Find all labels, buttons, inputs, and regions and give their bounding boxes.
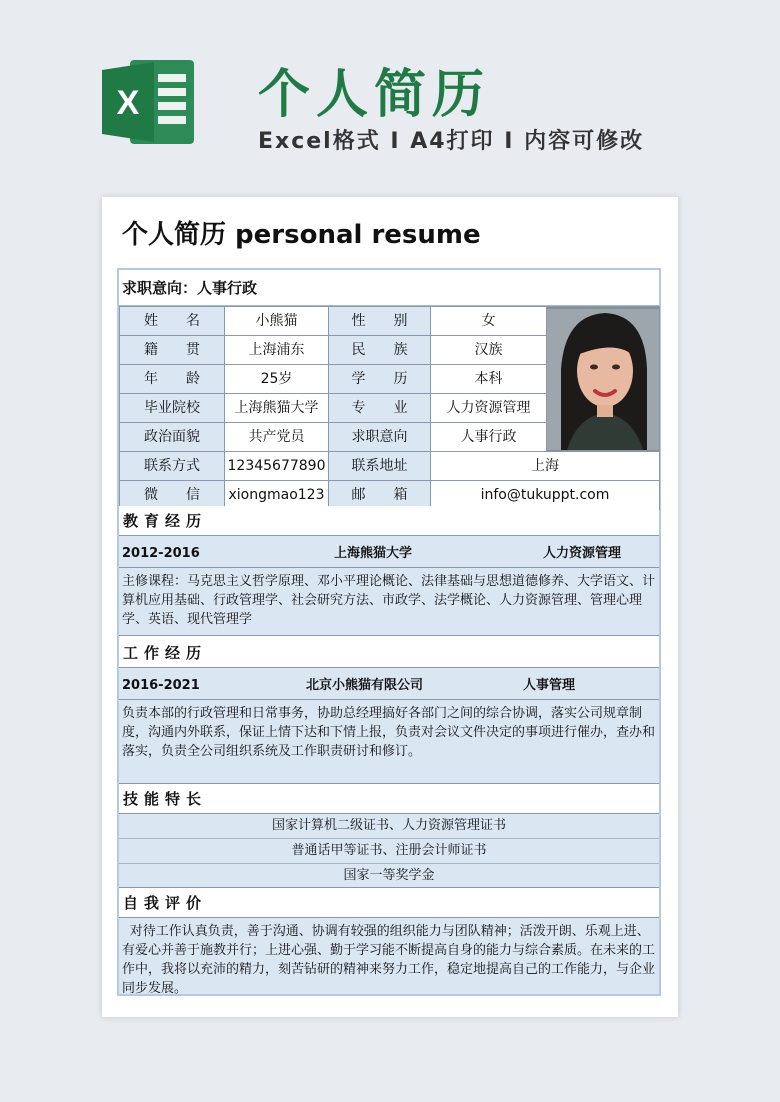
name-label: 姓 名 bbox=[120, 307, 225, 336]
education-level-value: 本科 bbox=[431, 365, 547, 394]
skill-item: 国家计算机二级证书、人力资源管理证书 bbox=[119, 814, 659, 839]
school-value: 上海熊猫大学 bbox=[225, 394, 329, 423]
education-heading: 教育经历 bbox=[119, 506, 659, 536]
work-body bbox=[119, 668, 659, 784]
svg-text:X: X bbox=[116, 84, 140, 122]
ethnic-value: 汉族 bbox=[431, 336, 547, 365]
job-intent: 求职意向：人事行政 bbox=[119, 270, 659, 306]
wechat-value: xiongmao123 bbox=[225, 481, 329, 510]
self-evaluation-heading: 自我评价 bbox=[119, 888, 659, 918]
page-subtitle: Excel格式 I A4打印 I 内容可修改 bbox=[258, 129, 645, 154]
email-value: info@tukuppt.com bbox=[431, 481, 660, 510]
origin-value: 上海浦东 bbox=[225, 336, 329, 365]
intent-label: 求职意向 bbox=[329, 423, 431, 452]
skill-item: 普通话甲等证书、注册会计师证书 bbox=[119, 839, 659, 864]
education-school: 上海熊猫大学 bbox=[334, 546, 413, 561]
work-heading: 工作经历 bbox=[119, 638, 659, 668]
work-description: 负责本部的行政管理和日常事务，协助总经理搞好各部门之间的综合协调，落实公司规章制度，沟通内外联系，保证上情下达和下情上报，负责对会议文件决定的事项进行催办，查办和落实，负责全公司组织系统及工作职责研讨和修订。 bbox=[122, 706, 656, 759]
email-label: 邮 箱 bbox=[329, 481, 431, 510]
age-value: 25岁 bbox=[225, 365, 329, 394]
work-position: 人事管理 bbox=[523, 678, 576, 693]
excel-logo-icon bbox=[100, 56, 198, 148]
phone-value: 12345677890 bbox=[225, 452, 329, 481]
skills-heading: 技能特长 bbox=[119, 784, 659, 814]
politics-label: 政治面貌 bbox=[120, 423, 225, 452]
education-entry bbox=[119, 536, 659, 568]
phone-label: 联系方式 bbox=[120, 452, 225, 481]
profile-photo bbox=[547, 307, 660, 452]
gender-label: 性 别 bbox=[329, 307, 431, 336]
school-label: 毕业院校 bbox=[120, 394, 225, 423]
politics-value: 共产党员 bbox=[225, 423, 329, 452]
page-title: 个人简历 bbox=[258, 65, 491, 125]
skills-body bbox=[119, 814, 659, 888]
major-value: 人力资源管理 bbox=[431, 394, 547, 423]
education-level-label: 学 历 bbox=[329, 365, 431, 394]
self-evaluation-section bbox=[119, 888, 659, 994]
age-label: 年 龄 bbox=[120, 365, 225, 394]
major-label: 专 业 bbox=[329, 394, 431, 423]
ethnic-label: 民 族 bbox=[329, 336, 431, 365]
education-period: 2012-2016 bbox=[122, 546, 200, 561]
portrait-image bbox=[547, 309, 659, 450]
skill-item: 国家一等奖学金 bbox=[343, 868, 435, 883]
work-section bbox=[119, 638, 659, 784]
work-entry bbox=[119, 668, 659, 700]
address-label: 联系地址 bbox=[329, 452, 431, 481]
work-period: 2016-2021 bbox=[122, 678, 200, 693]
gender-value: 女 bbox=[431, 307, 547, 336]
wechat-label: 微 信 bbox=[120, 481, 225, 510]
self-evaluation-text: 对待工作认真负责，善于沟通、协调有较强的组织能力与团队精神；活泼开朗、乐观上进、有爱心并善于施教并行；上进心强、勤于学习能不断提高自身的能力与综合素质。在未来的工作中，我将以充沛的精力，刻苦钻研的精神来努力工作，稳定地提高自己的工作能力，与企业同步发展。 bbox=[122, 924, 656, 996]
origin-label: 籍 贯 bbox=[120, 336, 225, 365]
work-company: 北京小熊猫有限公司 bbox=[306, 678, 424, 693]
education-section bbox=[119, 506, 659, 636]
intent-value: 人事行政 bbox=[431, 423, 547, 452]
education-body bbox=[119, 536, 659, 636]
address-value: 上海 bbox=[431, 452, 660, 481]
self-evaluation-body bbox=[119, 918, 659, 994]
personal-info-table bbox=[119, 306, 660, 510]
education-courses: 主修课程：马克思主义哲学原理、邓小平理论概论、法律基础与思想道德修养、大学语文、计算机应用基础、行政管理学、社会研究方法、市政学、法学概论、人力资源管理、管理心理学、英语、现代管理学 bbox=[122, 574, 656, 627]
skills-section bbox=[119, 784, 659, 888]
resume-title: 个人简历 personal resume bbox=[122, 220, 481, 250]
name-value: 小熊猫 bbox=[225, 307, 329, 336]
education-major: 人力资源管理 bbox=[543, 546, 622, 561]
